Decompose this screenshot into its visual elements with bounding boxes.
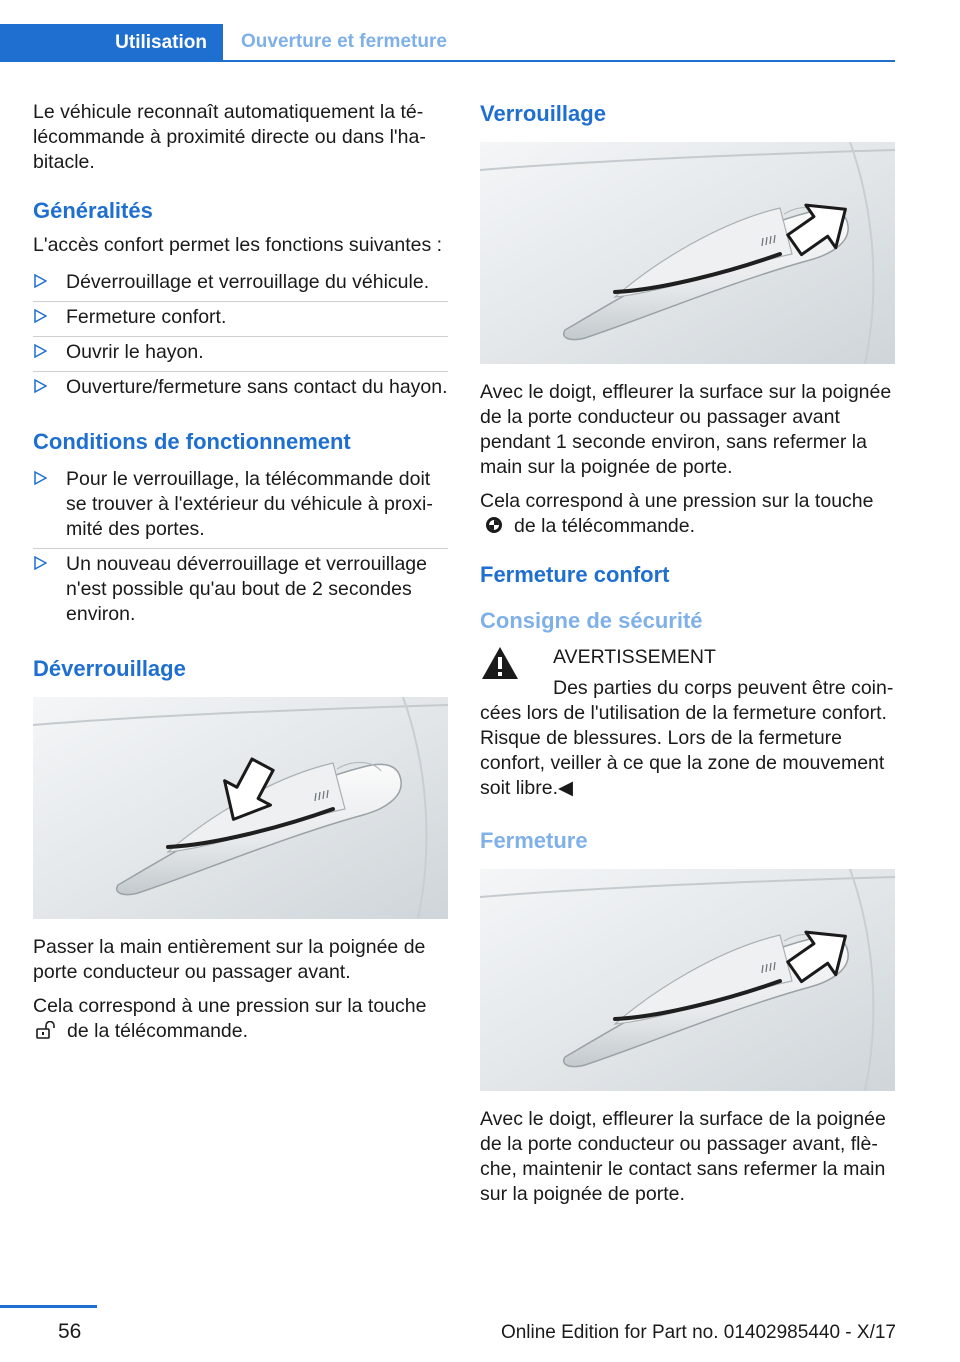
list-item: [33, 372, 448, 406]
conditions-heading: Conditions de fonctionnement: [33, 429, 351, 454]
list-item-text: Ouverture/fermeture sans contact du hayon.: [66, 376, 448, 398]
bullet-triangle-icon: [33, 556, 47, 570]
comfort-heading: Fermeture confort: [480, 562, 670, 587]
list-item: [33, 267, 448, 302]
left-column: [33, 100, 448, 1053]
warning-text: Des parties du corps peuvent être coincées lors de l'utilisation de la fermeture confort. Risque de blessures. Lors de la fermeture confort, veiller à ce que la zone de mouvement soit libre.◀: [480, 677, 894, 799]
list-item: [33, 549, 448, 633]
unlock-paragraph: Passer la main entièrement sur la poignée de porte conducteur ou passager avant.: [33, 936, 426, 983]
general-paragraph: L'accès confort permet les fonctions suivantes :: [33, 234, 443, 256]
lock-remote-paragraph: [480, 489, 895, 539]
right-column: [480, 100, 895, 1216]
general-heading: Généralités: [33, 198, 153, 223]
conditions-list: [33, 464, 448, 633]
page-number: 56: [58, 1320, 82, 1343]
list-item-text: Déverrouillage et verrouillage du véhicule.: [66, 271, 430, 293]
chapter-tab[interactable]: Utilisation: [0, 24, 223, 62]
bullet-triangle-icon: [33, 379, 47, 393]
closing-heading: Fermeture: [480, 828, 588, 853]
bullet-triangle-icon: [33, 274, 47, 288]
unlock-remote-paragraph: [33, 994, 448, 1044]
lock-remote-after: de la télécommande.: [514, 515, 696, 537]
lock-heading: Verrouillage: [480, 101, 606, 126]
door-handle-lock-image: [480, 142, 895, 364]
unlock-heading: Déverrouillage: [33, 656, 186, 681]
list-item-text: Pour le verrouillage, la télécommande doit se trouver à l'extérieur du véhicule à proximité des portes.: [66, 468, 433, 540]
warning-triangle-icon: [480, 645, 520, 681]
section-tab[interactable]: Ouverture et fermeture: [223, 24, 895, 62]
list-item-text: Fermeture confort.: [66, 306, 227, 328]
bullet-triangle-icon: [33, 309, 47, 323]
bullet-triangle-icon: [33, 344, 47, 358]
list-item: [33, 464, 448, 549]
warning-block: [480, 645, 895, 801]
list-item-text: Un nouveau déverrouillage et verrouillage n'est possible qu'au bout de 2 secondes environ.: [66, 553, 427, 625]
closing-paragraph: Avec le doigt, effleurer la surface de la poignée de la porte conducteur ou passager avant, flèche, maintenir le contact sans refermer la main sur la poignée de porte.: [480, 1108, 886, 1205]
page-header: [0, 24, 895, 62]
lock-paragraph: Avec le doigt, effleurer la surface sur la poignée de la porte conducteur ou passager avant pendant 1 seconde environ, sans refermer la main sur la poignée de porte.: [480, 381, 892, 478]
bmw-roundel-icon: [482, 516, 508, 534]
door-handle-closing-image: [480, 869, 895, 1091]
list-item: [33, 302, 448, 337]
safety-heading: Consigne de sécurité: [480, 608, 703, 633]
unlock-icon: [35, 1021, 61, 1039]
unlock-remote-after: de la télécommande.: [67, 1020, 249, 1042]
unlock-remote-before: Cela correspond à une pression sur la touche: [33, 995, 427, 1017]
intro-paragraph: Le véhicule reconnaît automatiquement la télécommande à proximité directe ou dans l'habitacle.: [33, 101, 426, 173]
list-item: [33, 337, 448, 372]
list-item-text: Ouvrir le hayon.: [66, 341, 204, 363]
general-list: [33, 267, 448, 406]
lock-remote-before: Cela correspond à une pression sur la touche: [480, 490, 874, 512]
footer-divider: [0, 1305, 97, 1308]
edition-label: Online Edition for Part no. 01402985440 - X/17: [500, 1322, 896, 1343]
bullet-triangle-icon: [33, 471, 47, 485]
door-handle-unlock-image: [33, 697, 448, 919]
warning-title: AVERTISSEMENT: [553, 646, 716, 668]
